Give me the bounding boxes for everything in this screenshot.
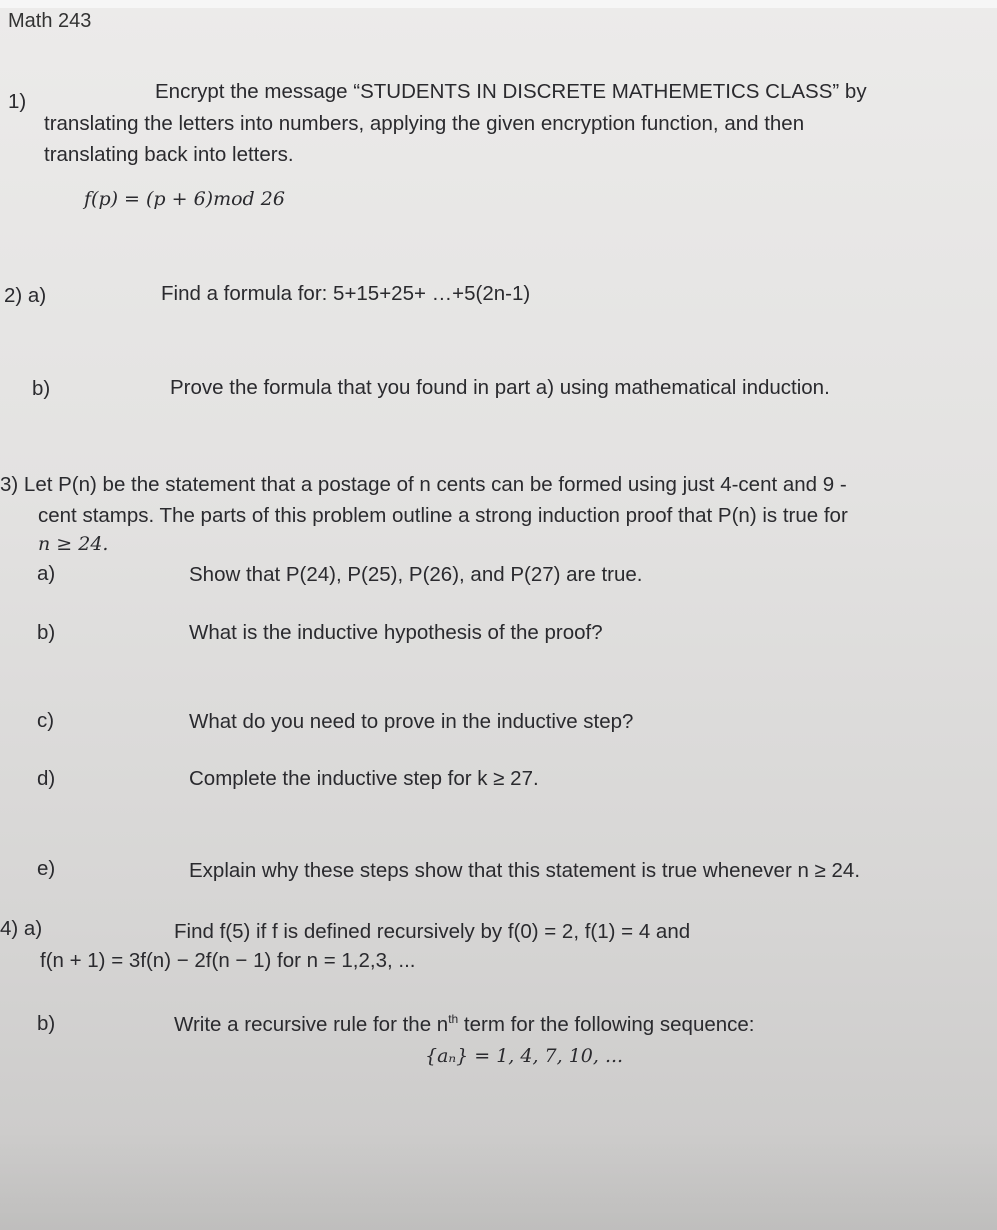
q3-line1: 3) Let P(n) be the statement that a postage of n cents can be formed using just 4-cent and 9 -	[0, 473, 847, 496]
q4-b-sequence: {aₙ} = 1, 4, 7, 10, ...	[425, 1045, 624, 1067]
q3-part-e-text: Explain why these steps show that this statement is true whenever n ≥ 24.	[189, 859, 861, 882]
q3-part-d-text: Complete the inductive step for k ≥ 27.	[189, 767, 539, 790]
q1-formula: f(p) = (p + 6)mod 26	[84, 188, 285, 210]
q1-line2: translating the letters into numbers, applying the given encryption function, and then	[44, 112, 805, 135]
q2-number: 2) a)	[4, 284, 47, 307]
q3-line2: cent stamps. The parts of this problem outline a strong induction proof that P(n) is true for	[38, 504, 848, 527]
q3-part-b-label: b)	[37, 621, 56, 644]
page-shadow	[0, 1130, 997, 1230]
q4-number: 4) a)	[0, 917, 43, 940]
q1-number: 1)	[8, 90, 27, 113]
q3-part-a-label: a)	[37, 562, 56, 585]
q3-line3: n ≥ 24.	[38, 533, 109, 555]
q3-part-d-label: d)	[37, 767, 56, 790]
q4-b-text-pre: Write a recursive rule for the n	[174, 1013, 449, 1036]
q3-part-b-text: What is the inductive hypothesis of the proof?	[189, 621, 603, 644]
q1-line3: translating back into letters.	[44, 143, 294, 166]
page-top-edge	[0, 0, 997, 8]
q3-part-a-text: Show that P(24), P(25), P(26), and P(27) are true.	[189, 563, 643, 586]
q4-b-text	[174, 1013, 755, 1037]
q2-a-text: Find a formula for: 5+15+25+ …+5(2n-1)	[161, 282, 531, 305]
q2-b-text: Prove the formula that you found in part a) using mathematical induction.	[170, 376, 830, 399]
q2-b-label: b)	[32, 377, 51, 400]
q4-b-text-post: term for the following sequence:	[458, 1013, 755, 1036]
q4-b-text-sup: th	[448, 1012, 459, 1027]
q3-part-c-text: What do you need to prove in the inductive step?	[189, 710, 634, 733]
q4-b-label: b)	[37, 1012, 56, 1035]
q1-line1: Encrypt the message “STUDENTS IN DISCRETE MATHEMETICS CLASS” by	[155, 80, 867, 103]
q4-a-line2: f(n + 1) = 3f(n) − 2f(n − 1) for n = 1,2,3, ...	[40, 949, 416, 972]
q3-part-e-label: e)	[37, 857, 56, 880]
q4-a-line1: Find f(5) if f is defined recursively by f(0) = 2, f(1) = 4 and	[174, 920, 691, 943]
q3-part-c-label: c)	[37, 709, 55, 732]
course-title: Math 243	[8, 10, 92, 32]
